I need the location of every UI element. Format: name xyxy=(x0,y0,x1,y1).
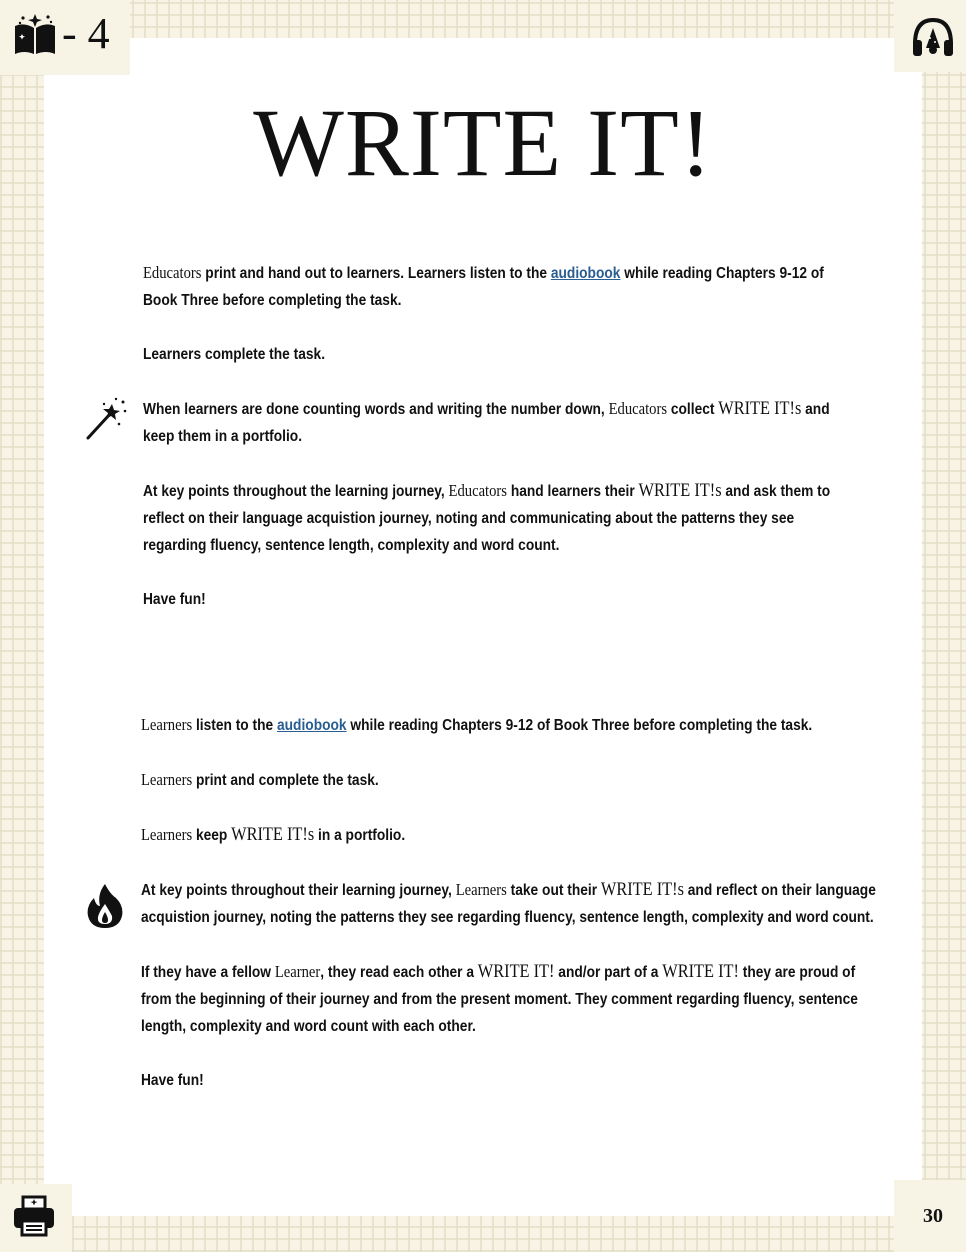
text-span: take out their xyxy=(506,882,601,899)
learners-term: Learners xyxy=(141,825,193,844)
text-span: they are proud of from the beginning of their journey and from the present moment. They comment regarding fluency, sentence length, complexity and word count with each other. xyxy=(141,964,858,1035)
text-span: and/or part of a xyxy=(554,964,663,981)
learners-term: Learners xyxy=(455,880,507,899)
level-label: - 4 xyxy=(62,9,110,58)
learner-paragraph-1 xyxy=(141,711,881,739)
text-span: while reading Chapters 9-12 of Book Three before completing the task. xyxy=(346,717,813,734)
learner-paragraph-6: Have fun! xyxy=(141,1072,204,1089)
text-span: and reflect on their language acquistion journey, noting the patterns they see regarding fluency, sentence length, complexity and word count. xyxy=(141,882,876,926)
audiobook-link[interactable]: audiobook xyxy=(550,265,621,282)
educators-term: Educators xyxy=(143,263,202,282)
educator-paragraph-5: Have fun! xyxy=(143,591,206,608)
learner-paragraph-4 xyxy=(141,876,881,931)
text-span: and keep them in a portfolio. xyxy=(143,401,830,445)
educators-term: Educators xyxy=(608,399,668,418)
fire-icon xyxy=(84,882,126,930)
learner-instructions xyxy=(141,711,881,1121)
open-book-sparkle-icon xyxy=(12,12,58,58)
write-it-term: WRITE IT!s xyxy=(718,398,802,419)
text-span: , they read each other a xyxy=(320,964,478,981)
educators-term: Educators xyxy=(448,481,507,500)
learners-term: Learners xyxy=(141,715,193,734)
page-number: 30 xyxy=(923,1205,943,1227)
learner-paragraph-3 xyxy=(141,821,881,849)
text-span: listen to the xyxy=(192,717,278,734)
educator-paragraph-3 xyxy=(143,395,855,450)
write-it-term: WRITE IT!s xyxy=(600,879,684,900)
text-span: print and hand out to learners. Learners listen to the xyxy=(201,265,551,282)
educator-instructions xyxy=(143,259,855,640)
magic-wand-icon xyxy=(82,396,128,442)
learner-term: Learner xyxy=(274,962,321,981)
text-span: in a portfolio. xyxy=(314,827,406,844)
learners-term: Learners xyxy=(141,770,193,789)
write-it-term: WRITE IT!s xyxy=(231,824,315,845)
text-span: At key points throughout the learning journey, xyxy=(143,483,449,500)
text-span: collect xyxy=(667,401,719,418)
write-it-term: WRITE IT! xyxy=(662,961,739,982)
learner-paragraph-5 xyxy=(141,958,881,1040)
text-span: If they have a fellow xyxy=(141,964,275,981)
headphones-wizard-icon[interactable] xyxy=(910,14,956,60)
text-span: At key points throughout their learning journey, xyxy=(141,882,456,899)
learner-paragraph-2 xyxy=(141,766,881,794)
audiobook-link[interactable]: audiobook xyxy=(277,717,347,734)
educator-paragraph-2: Learners complete the task. xyxy=(143,346,326,363)
educator-paragraph-1 xyxy=(143,259,855,314)
printer-icon[interactable] xyxy=(11,1193,57,1239)
text-span: and ask them to reflect on their language acquistion journey, noting and communicating about the patterns they see regarding fluency, sentence length, complexity and word count. xyxy=(143,483,831,554)
educator-paragraph-4 xyxy=(143,477,855,559)
text-span: while reading Chapters 9-12 of Book Three before completing the task. xyxy=(143,265,824,309)
text-span: When learners are done counting words and writing the number down, xyxy=(143,401,609,418)
write-it-term: WRITE IT! xyxy=(477,961,555,982)
page-title: WRITE IT! xyxy=(253,89,713,196)
text-span: print and complete the task. xyxy=(192,772,379,789)
text-span: keep xyxy=(192,827,232,844)
write-it-term: WRITE IT!s xyxy=(638,480,722,501)
text-span: hand learners their xyxy=(506,483,639,500)
